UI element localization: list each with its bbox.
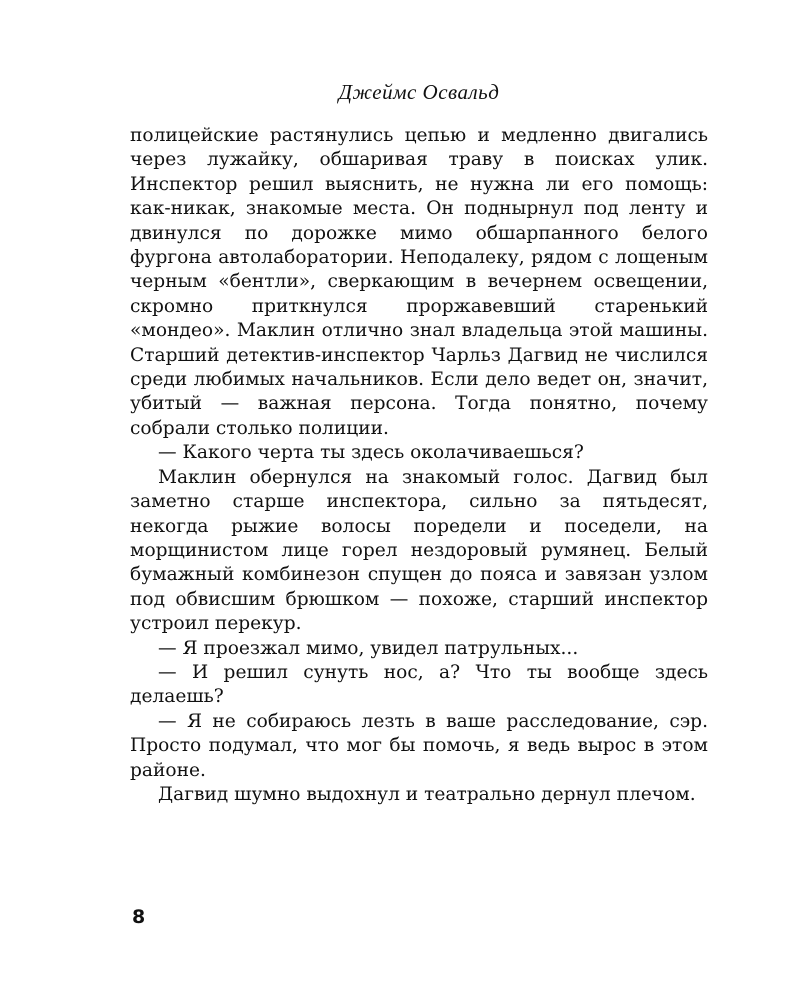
paragraph-7: Дагвид шумно выдохнул и театрально дернул плечом. [158,783,696,805]
paragraph-2: — Какого черта ты здесь околачиваешься? [158,442,584,464]
paragraph-5: — И решил сунуть нос, а? Что ты вообще здесь делаешь? [130,661,708,708]
page-number: 8 [132,906,146,928]
paragraph-6: — Я не собираюсь лезть в ваше расследование, сэр. Просто подумал, что мог бы помочь, я ведь вырос в этом районе. [130,710,708,781]
body-text [130,124,708,807]
running-header-author: Джеймс Освальд [338,80,500,104]
paragraph-3: Маклин обернулся на знакомый голос. Дагвид был заметно старше инспектора, сильно за пятьдесят, некогда рыжие волосы поредели и поседели, на морщинистом лице горел нездоровый румянец. Белый бумажный комбинезон спущен до пояса и завязан узлом под обвисшим брюшком — похоже, старший инспектор устроил перекур. [130,466,708,635]
paragraph-4: — Я проезжал мимо, увидел патрульных... [158,637,579,659]
paragraph-1: полицейские растянулись цепью и медленно двигались через лужайку, обшаривая траву в поисках улик. Инспектор решил выяснить, не нужна ли его помощь: как-никак, знакомые места. Он поднырнул под ленту и двинулся по дорожке мимо обшарпанного белого фургона автолаборатории. Неподалеку, рядом с лощеным черным «бентли», сверкающим в вечернем освещении, скромно приткнулся проржавевший старенький «мондео». Маклин отлично знал владельца этой машины. Старший детектив-инспектор Чарльз Дагвид не числился среди любимых начальников. Если дело ведет он, значит, убитый — важная персона. Тогда понятно, почему собрали столько полиции. [130,125,708,439]
